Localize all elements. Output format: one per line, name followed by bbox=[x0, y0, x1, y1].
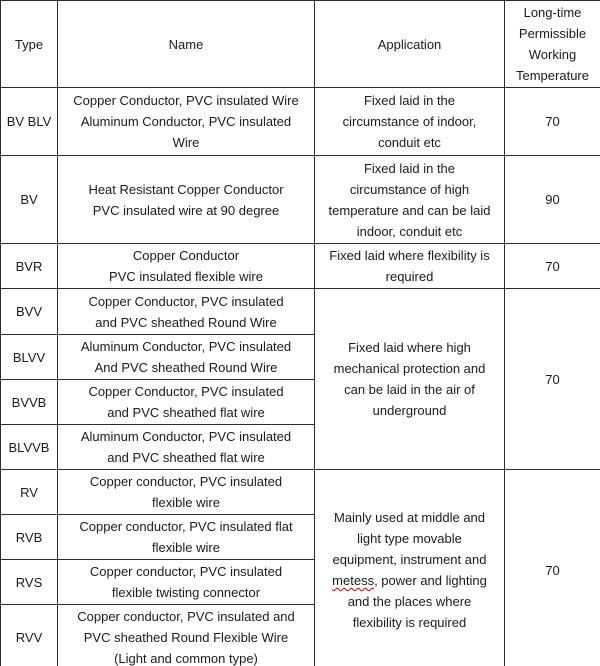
temperature-cell-merged: 70 bbox=[505, 289, 600, 470]
name-cell bbox=[58, 335, 315, 380]
application-cell: Fixed laid in the circumstance of high temperature and can be laid indoor, conduit etc bbox=[315, 156, 505, 244]
type-cell: BVR bbox=[1, 244, 58, 289]
name-line: and PVC sheathed flat wire bbox=[107, 450, 265, 465]
name-line: (Light and common type) bbox=[114, 651, 258, 666]
name-line: PVC insulated flexible wire bbox=[109, 269, 263, 284]
application-text-after: , power and lighting and the places where flexibility is required bbox=[347, 573, 487, 630]
type-cell: BV BLV bbox=[1, 88, 58, 156]
application-cell: Fixed laid where flexibility is required bbox=[315, 244, 505, 289]
name-cell bbox=[58, 380, 315, 425]
column-header-temperature: Long-time Permissible Working Temperature bbox=[505, 1, 600, 88]
header-row bbox=[1, 1, 600, 88]
name-line: Copper conductor, PVC insulated and bbox=[77, 609, 295, 624]
name-cell bbox=[58, 560, 315, 605]
application-text-before: Mainly used at middle and light type movable equipment, instrument and bbox=[332, 510, 487, 567]
type-cell: BLVVB bbox=[1, 425, 58, 470]
row-bv bbox=[1, 156, 600, 244]
name-line: PVC insulated wire at 90 degree bbox=[92, 202, 280, 218]
name-line: Copper Conductor, PVC insulated bbox=[88, 384, 284, 399]
column-header-application: Application bbox=[315, 1, 505, 88]
name-line: Copper Conductor, PVC insulated Wire bbox=[73, 93, 299, 108]
row-bvv bbox=[1, 289, 600, 335]
name-line: and PVC sheathed flat wire bbox=[107, 405, 265, 420]
name-line: And PVC sheathed Round Wire bbox=[94, 360, 278, 375]
name-cell bbox=[58, 289, 315, 335]
name-line: flexible wire bbox=[152, 495, 220, 510]
name-line: Copper Conductor bbox=[132, 248, 240, 263]
name-line: Heat Resistant Copper Conductor bbox=[88, 181, 284, 197]
name-line: PVC sheathed Round Flexible Wire bbox=[83, 630, 289, 645]
temperature-cell: 70 bbox=[505, 244, 600, 289]
row-bvr bbox=[1, 244, 600, 289]
name-line: Copper conductor, PVC insulated bbox=[89, 564, 283, 579]
name-line: Aluminum Conductor, PVC insulated bbox=[80, 429, 292, 444]
type-cell: BVVB bbox=[1, 380, 58, 425]
column-header-name: Name bbox=[58, 1, 315, 88]
name-line: and PVC sheathed Round Wire bbox=[95, 314, 277, 330]
type-cell: RV bbox=[1, 470, 58, 515]
name-cell bbox=[58, 425, 315, 470]
name-line: Copper conductor, PVC insulated flat bbox=[79, 519, 293, 534]
name-line: flexible twisting connector bbox=[111, 585, 261, 600]
name-cell bbox=[58, 605, 315, 666]
name-cell bbox=[58, 515, 315, 560]
temperature-cell: 90 bbox=[505, 156, 600, 244]
temperature-cell-merged: 70 bbox=[505, 470, 600, 666]
type-cell: RVS bbox=[1, 560, 58, 605]
type-cell: BV bbox=[1, 156, 58, 244]
application-cell-merged bbox=[315, 470, 505, 666]
name-line: flexible wire bbox=[152, 540, 220, 555]
name-line: Aluminum Conductor, PVC insulated Wire bbox=[80, 114, 292, 150]
column-header-type: Type bbox=[1, 1, 58, 88]
misspelled-word: metess bbox=[332, 573, 375, 588]
name-cell bbox=[58, 244, 315, 289]
name-cell bbox=[58, 88, 315, 156]
temperature-cell: 70 bbox=[505, 88, 600, 156]
name-line: Copper Conductor, PVC insulated bbox=[88, 293, 284, 309]
application-cell: Fixed laid in the circumstance of indoor, conduit etc bbox=[315, 88, 505, 156]
row-rv bbox=[1, 470, 600, 515]
application-cell-merged: Fixed laid where high mechanical protection and can be laid in the air of underground bbox=[315, 289, 505, 470]
type-cell: BLVV bbox=[1, 335, 58, 380]
type-cell: RVB bbox=[1, 515, 58, 560]
name-cell bbox=[58, 470, 315, 515]
type-cell: RVV bbox=[1, 605, 58, 666]
row-bv-blv bbox=[1, 88, 600, 156]
name-cell bbox=[58, 156, 315, 244]
name-line: Aluminum Conductor, PVC insulated bbox=[80, 339, 292, 354]
name-line: Copper conductor, PVC insulated bbox=[89, 474, 283, 489]
type-cell: BVV bbox=[1, 289, 58, 335]
